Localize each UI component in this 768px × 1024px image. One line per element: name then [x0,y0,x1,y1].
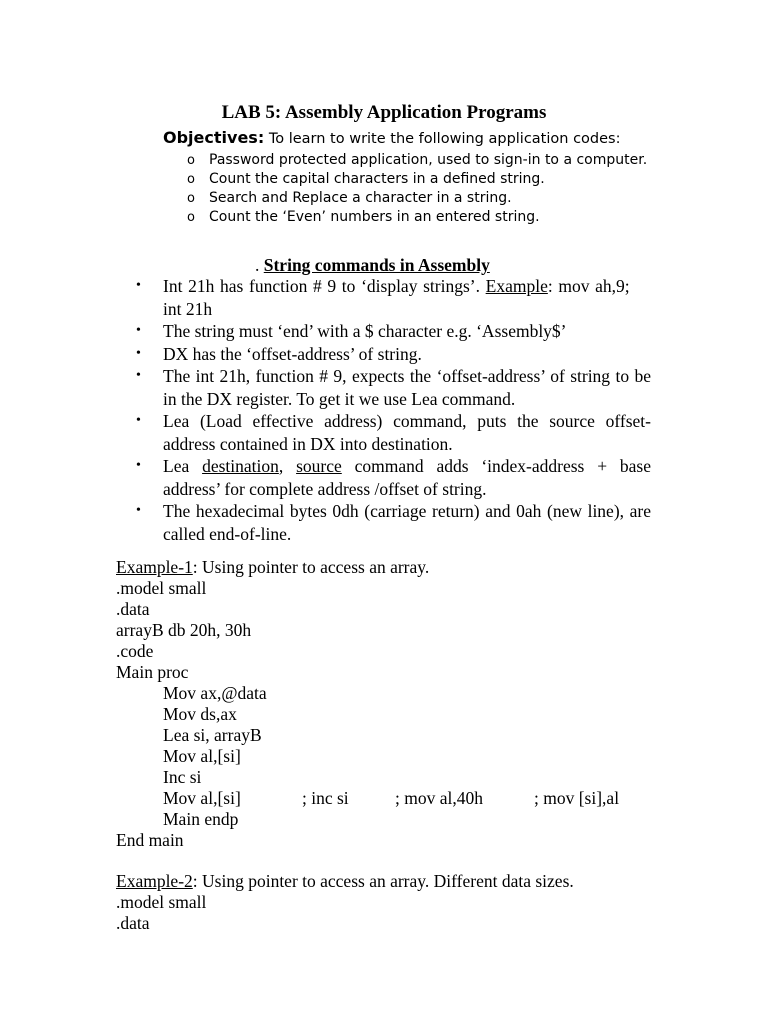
code-line-with-comments: Mov al,[si] ; inc si ; mov al,40h ; mov [si],al [163,788,620,808]
code-line: .data [116,913,150,933]
bullet-item: • Lea (Load effective address) command, puts the source offset-address contained in DX into destination. [136,411,651,454]
code-line: Main endp [163,809,239,829]
objectives-block [163,128,663,227]
bullet-icon: • [136,278,141,293]
code-line: Lea si, arrayB [163,725,262,745]
objectives-intro [163,128,663,149]
objective-item: o Password protected application, used to sign-in to a computer. [187,152,648,168]
hollow-bullet-icon: o [187,210,195,225]
code-line: End main [116,830,184,850]
example-link: Example [485,276,548,296]
bullet-item: • The string must ‘end’ with a $ character e.g. ‘Assembly$’ [136,321,567,341]
example-1-heading: Example-1: Using pointer to access an array. [116,557,430,577]
section-heading: . String commands in Assembly [255,255,490,275]
bullet-item: • Int 21h has function # 9 to ‘display strings’. Example: mov ah,9; int 21h [136,276,651,319]
code-line: .data [116,599,150,619]
example-2-block [116,871,676,934]
bullet-item: • The int 21h, function # 9, expects the ‘offset-address’ of string to be in the DX register. To get it we use Lea command. [136,366,651,409]
code-line: Inc si [163,767,202,787]
code-line: Main proc [116,662,189,682]
lab-title: LAB 5: Assembly Application Programs [221,102,547,123]
bullet-item: • The hexadecimal bytes 0dh (carriage return) and 0ah (new line), are called end-of-line. [136,501,651,544]
bullet-icon: • [136,368,141,383]
code-line: Mov al,[si] [163,746,241,766]
code-line: .model small [116,578,207,598]
example-1-block [116,557,676,851]
bullet-item: • DX has the ‘offset-address’ of string. [136,343,422,364]
objectives-text: To learn to write the following application codes: [264,131,621,147]
code-line: .model small [116,892,207,912]
objectives-lead: Objectives: [163,128,265,147]
code-line: arrayB db 20h, 30h [116,620,252,640]
hollow-bullet-icon: o [187,191,195,206]
code-line: Mov ax,@data [163,683,267,703]
bullet-icon: • [136,323,141,338]
bullet-icon: • [136,503,141,518]
bullet-icon: • [136,458,141,473]
hollow-bullet-icon: o [187,172,195,187]
objective-item: o Search and Replace a character in a string. [187,190,512,206]
objective-item: o Count the ‘Even’ numbers in an entered string. [187,209,540,225]
string-commands-list [136,275,651,545]
code-line: .code [116,641,154,661]
objectives-list [163,151,663,227]
bullet-icon: • [136,413,141,428]
bullet-item: • Lea destination, source command adds ‘index-address + base address’ for complete address /offset of string. [136,456,651,499]
example-2-heading: Example-2: Using pointer to access an array. Different data sizes. [116,871,574,891]
bullet-icon: • [136,345,141,361]
hollow-bullet-icon: o [187,153,195,168]
objective-item: o Count the capital characters in a defined string. [187,171,545,187]
code-line: Mov ds,ax [163,704,237,724]
